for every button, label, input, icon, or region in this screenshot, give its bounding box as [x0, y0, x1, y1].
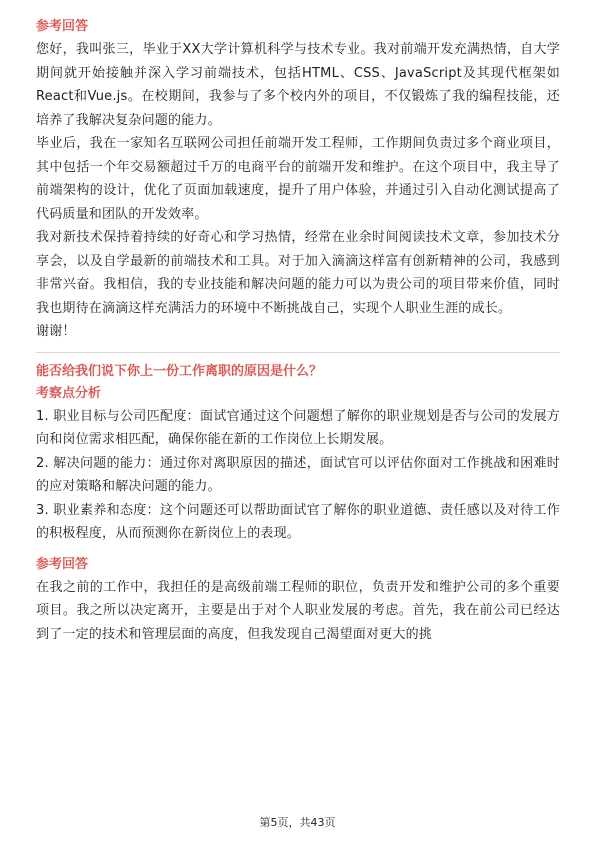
reference-answer-heading: 参考回答 [36, 556, 89, 572]
analysis-item: 1. 职业目标与公司匹配度：面试官通过这个问题想了解你的职业规划是否与公司的发展方向和岗位需求相匹配，确保你能在新的工作岗位上长期发展。 [36, 408, 560, 447]
section-divider [36, 352, 560, 353]
answer-paragraph: 毕业后，我在一家知名互联网公司担任前端开发工程师，工作期间负责过多个商业项目，其中包括一个年交易额超过千万的电商平台的前端开发和维护。在这个项目中，我主导了前端架构的设计，优化了页面加载速度，提升了用户体验，并通过引入自动化测试提高了代码质量和团队的开发效率。 [36, 136, 560, 222]
page-content [36, 16, 560, 646]
interview-question: 能否给我们说下你上一份工作离职的原因是什么？ [36, 363, 323, 379]
analysis-item: 2. 解决问题的能力：通过你对离职原因的描述，面试官可以评估你面对工作挑战和困难时的应对策略和解决问题的能力。 [36, 455, 560, 494]
answer-closing: 谢谢！ [36, 324, 76, 339]
analysis-item: 3. 职业素养和态度：这个问题还可以帮助面试官了解你的职业道德、责任感以及对待工作的积极程度，从而预测你在新岗位上的表现。 [36, 502, 560, 541]
answer-paragraph: 您好，我叫张三，毕业于XX大学计算机科学与技术专业。我对前端开发充满热情，自大学期间就开始接触并深入学习前端技术，包括HTML、CSS、JavaScript及其现代框架如React和Vue.js。在校期间，我参与了多个校内外的项目，不仅锻炼了我的编程技能，还培养了我解决复杂问题的能力。 [36, 42, 560, 128]
spacer [36, 546, 560, 554]
reference-answer-heading: 参考回答 [36, 19, 89, 34]
page-number: 第5页，共43页 [259, 816, 336, 829]
answer-paragraph: 我对新技术保持着持续的好奇心和学习热情，经常在业余时间阅读技术文章，参加技术分享会，以及自学最新的前端技术和工具。对于加入滴滴这样富有创新精神的公司，我感到非常兴奋。我相信，我的专业技能和解决问题的能力可以为贵公司的项目带来价值，同时我也期待在滴滴这样充满活力的环境中不断挑战自己，实现个人职业生涯的成长。 [36, 230, 560, 316]
answer-paragraph: 在我之前的工作中，我担任的是高级前端工程师的职位，负责开发和维护公司的多个重要项目。我之所以决定离开，主要是出于对个人职业发展的考虑。首先，我在前公司已经达到了一定的技术和管理层面的高度，但我发现自己渴望面对更大的挑 [36, 579, 560, 642]
analysis-heading: 考察点分析 [36, 385, 102, 401]
